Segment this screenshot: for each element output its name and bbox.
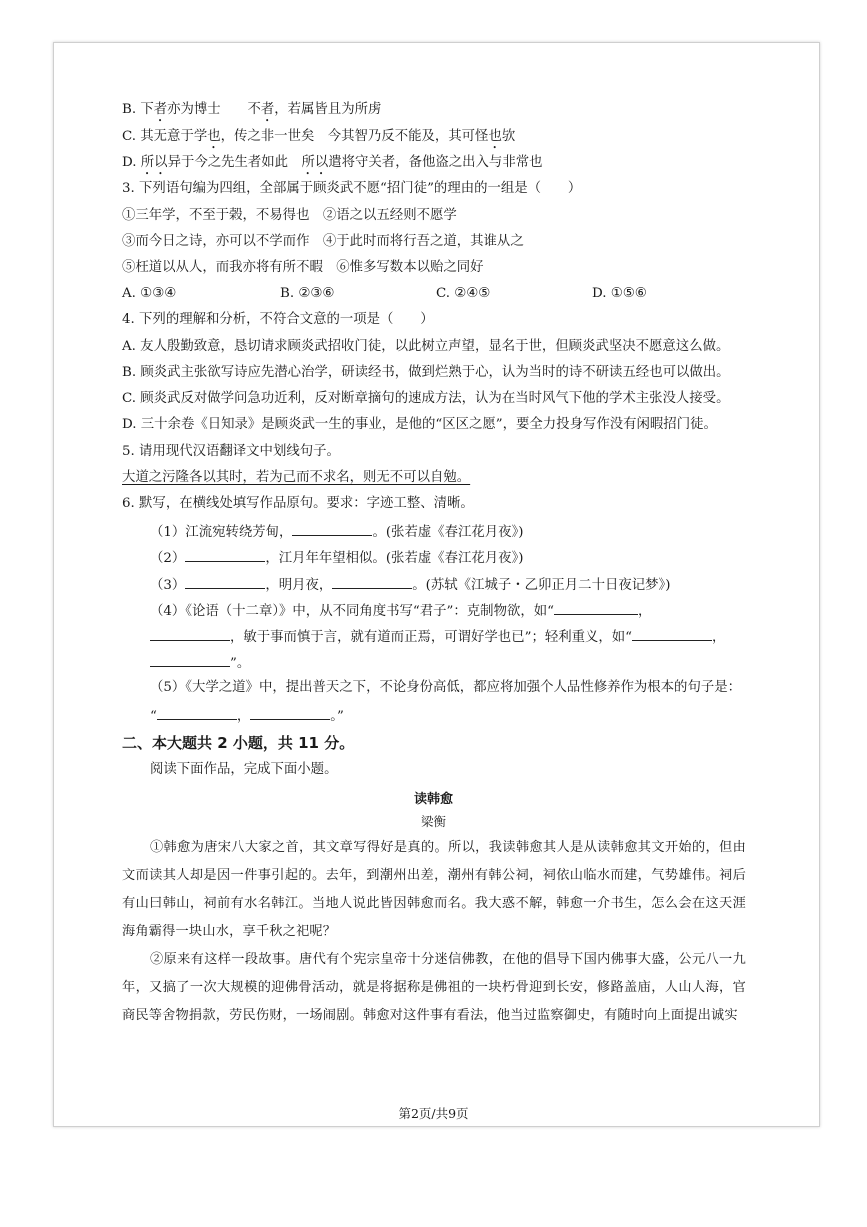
answer-blank[interactable] <box>185 547 265 562</box>
answer-blank[interactable] <box>150 626 230 641</box>
q3-option-d[interactable]: D. ①⑤⑥ <box>592 286 647 301</box>
page-footer: 第2页/共9页 <box>398 1106 469 1121</box>
q2-option-c: C. 其无意于学也，传之非一世矣 今其智乃反不能及，其可怪也欤 <box>122 129 516 144</box>
q3-items-1: ①三年学，不至于榖，不易得也 ②语之以五经则不愿学 <box>122 208 457 223</box>
q4-stem: 4. 下列的理解和分析，不符合文意的一项是（ ） <box>122 312 434 327</box>
answer-blank[interactable] <box>292 521 372 536</box>
q2-option-d: D. 所以异于今之先生者如此 所以遣将守关者，备他盗之出入与非常也 <box>122 155 543 170</box>
passage-author: 梁衡 <box>420 814 446 829</box>
passage-title: 读韩愈 <box>413 792 453 807</box>
q6-item-2: （2） ，江月年年望相似。(张若虚《春江花月夜》) <box>150 547 523 568</box>
q6-item-1: （1）江流宛转绕芳甸， 。(张若虚《春江花月夜》) <box>150 521 523 542</box>
q3-option-c[interactable]: C. ②④⑤ <box>436 286 491 301</box>
q5-sentence: 大道之污隆各以其时，若为己而不求名，则无不可以自勉。 <box>122 470 471 485</box>
q6-item-3: （3） ，明月夜， 。(苏轼《江城子・乙卯正月二十日夜记梦》) <box>150 574 670 595</box>
answer-blank[interactable] <box>250 705 330 720</box>
q3-option-a[interactable]: A. ①③④ <box>122 286 177 301</box>
q3-stem: 3. 下列语句编为四组，全部属于顾炎武不愿“招门徒”的理由的一组是（ ） <box>122 181 582 196</box>
q2-option-b: B. 下者亦为博士 不者，若属皆且为所虏 <box>122 102 382 117</box>
q6-item-4-line-3: ”。 <box>150 652 250 673</box>
section-intro: 阅读下面作品，完成下面小题。 <box>150 762 338 777</box>
q6-item-5-line-2: “ ， 。” <box>150 705 344 726</box>
answer-blank[interactable] <box>157 705 237 720</box>
passage-paragraph-1: ①韩愈为唐宋八大家之首，其文章写得好是真的。所以，我读韩愈其人是从读韩愈其文开始的，但由文而读其人却是因一件事引起的。去年，到潮州出差，潮州有韩公祠，祠依山临水而建，气势雄伟。祠后有山曰韩山，祠前有水名韩江。当地人说此皆因韩愈而名。我大惑不解，韩愈一介书生，怎么会在这天涯海角霸得一块山水，享千秋之祀呢？ <box>122 840 746 939</box>
answer-blank[interactable] <box>185 574 265 589</box>
q5-stem: 5. 请用现代汉语翻译文中划线句子。 <box>122 444 340 459</box>
section-heading: 二、本大题共 2 小题，共 11 分。 <box>122 734 355 752</box>
q3-items-3: ⑤枉道以从人，而我亦将有所不暇 ⑥惟多写数本以贻之同好 <box>122 260 484 275</box>
answer-blank[interactable] <box>332 574 412 589</box>
q3-items-2: ③而今日之诗，亦可以不学而作 ④于此时而将行吾之道，其谁从之 <box>122 234 524 249</box>
q4-option-a: A. 友人殷勤致意，恳切请求顾炎武招收门徒，以此树立声望，显名于世，但顾炎武坚决不愿意这么做。 <box>122 339 730 354</box>
q3-option-b[interactable]: B. ②③⑥ <box>280 286 335 301</box>
q6-item-4-line-2: ，敏于事而慎于言，就有道而正焉，可谓好学也已”；轻利重义，如“ ， <box>150 626 725 647</box>
q6-item-5-line-1: （5）《大学之道》中，提出普天之下，不论身份高低，都应将加强个人品性修养作为根本的句子是： <box>150 680 742 695</box>
q4-option-b: B. 顾炎武主张欲写诗应先潜心治学，研读经书，做到烂熟于心，认为当时的诗不研读五经也可以做出。 <box>122 365 730 380</box>
q6-stem: 6. 默写，在横线处填写作品原句。要求：字迹工整、清晰。 <box>122 496 474 511</box>
passage-paragraph-2: ②原来有这样一段故事。唐代有个宪宗皇帝十分迷信佛教，在他的倡导下国内佛事大盛，公元八一九年，又搞了一次大规模的迎佛骨活动，就是将据称是佛祖的一块朽骨迎到长安，修路盖庙，人山人海，官商民等舍物捐款，劳民伤财，一场闹剧。韩愈对这件事有看法，他当过监察御史，有随时向上面提出诚实 <box>122 952 746 1023</box>
answer-blank[interactable] <box>632 626 712 641</box>
q4-option-d: D. 三十余卷《日知录》是顾炎武一生的事业，是他的“区区之愿”，要全力投身写作没有闲暇招门徒。 <box>122 417 717 432</box>
answer-blank[interactable] <box>554 600 638 615</box>
answer-blank[interactable] <box>150 652 230 667</box>
q4-option-c: C. 顾炎武反对做学问急功近利，反对断章摘句的速成方法，认为在当时风气下他的学术主张没人接受。 <box>122 391 730 406</box>
q6-item-4-line-1: （4）《论语（十二章）》中，从不同角度书写“君子”：克制物欲，如“ ， <box>150 600 651 621</box>
